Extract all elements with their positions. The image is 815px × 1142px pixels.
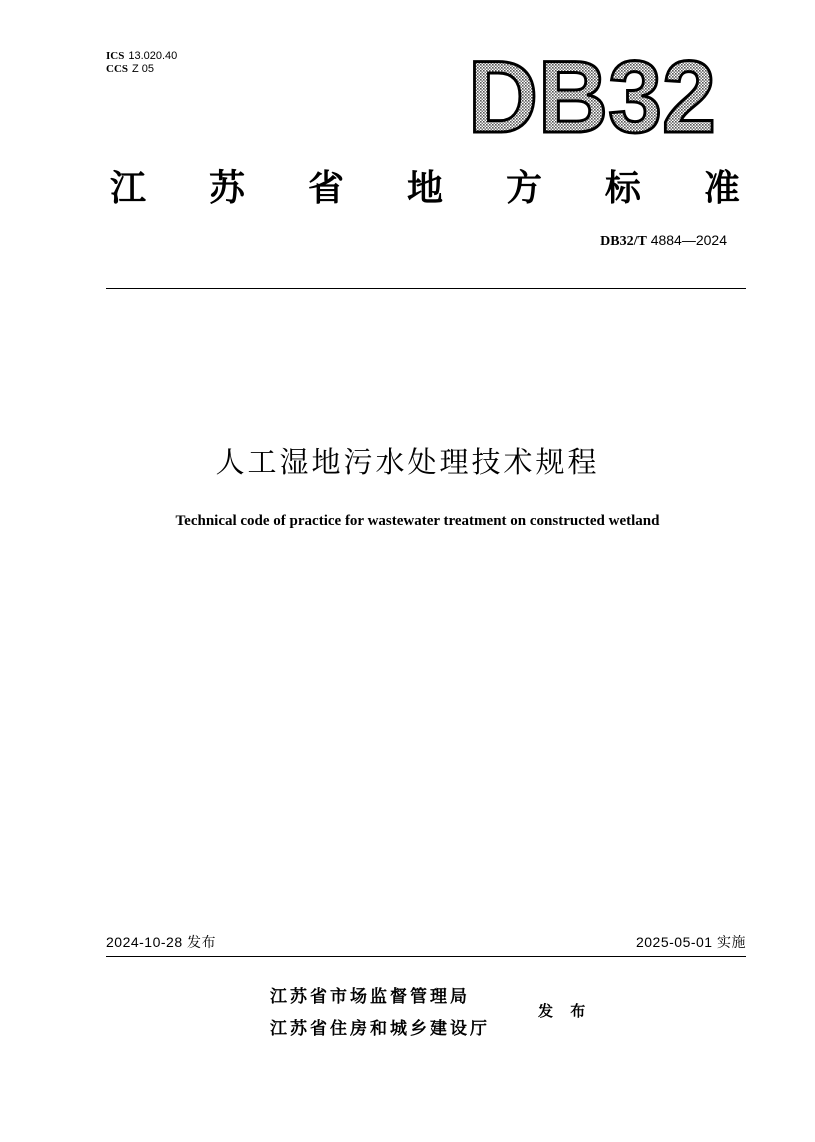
authority-char: 地 [406,168,443,209]
ics-value: 13.020.40 [128,50,178,62]
standard-number-prefix: DB32/T [600,234,647,249]
authority-char: 苏 [208,168,245,209]
authority-char: 江 [110,168,147,209]
effective-date: 2025-05-01 实施 [635,934,746,950]
ccs-label: CCS [106,63,129,75]
publish-label: 发 布 [538,1002,592,1020]
ccs-line [106,63,177,76]
ics-label: ICS [106,50,125,62]
ics-line [106,50,177,63]
title-english: Technical code of practice for wastewater treatment on constructed wetland [175,513,660,529]
publisher-line-2: 江苏省住房和城乡建设厅 [270,1019,490,1039]
authority-char: 准 [703,168,740,209]
db32-logo-graphic [468,52,718,140]
db32-logo [468,52,718,140]
standard-number [600,232,727,250]
db32-logo-text: DB32 [468,52,716,140]
authority-char: 省 [307,168,344,209]
footer-divider [106,956,746,957]
ccs-value: Z 05 [132,63,155,75]
issuing-authority-heading [110,160,740,211]
standard-number-value: 4884—2024 [650,232,727,248]
authority-char: 方 [505,168,542,209]
header-divider [106,288,746,289]
title-chinese: 人工湿地污水处理技术规程 [215,445,600,479]
authority-char: 标 [604,168,641,209]
issue-date: 2024-10-28 发布 [106,934,217,950]
classification-block [106,50,177,76]
publisher-line-1: 江苏省市场监督管理局 [270,987,470,1007]
